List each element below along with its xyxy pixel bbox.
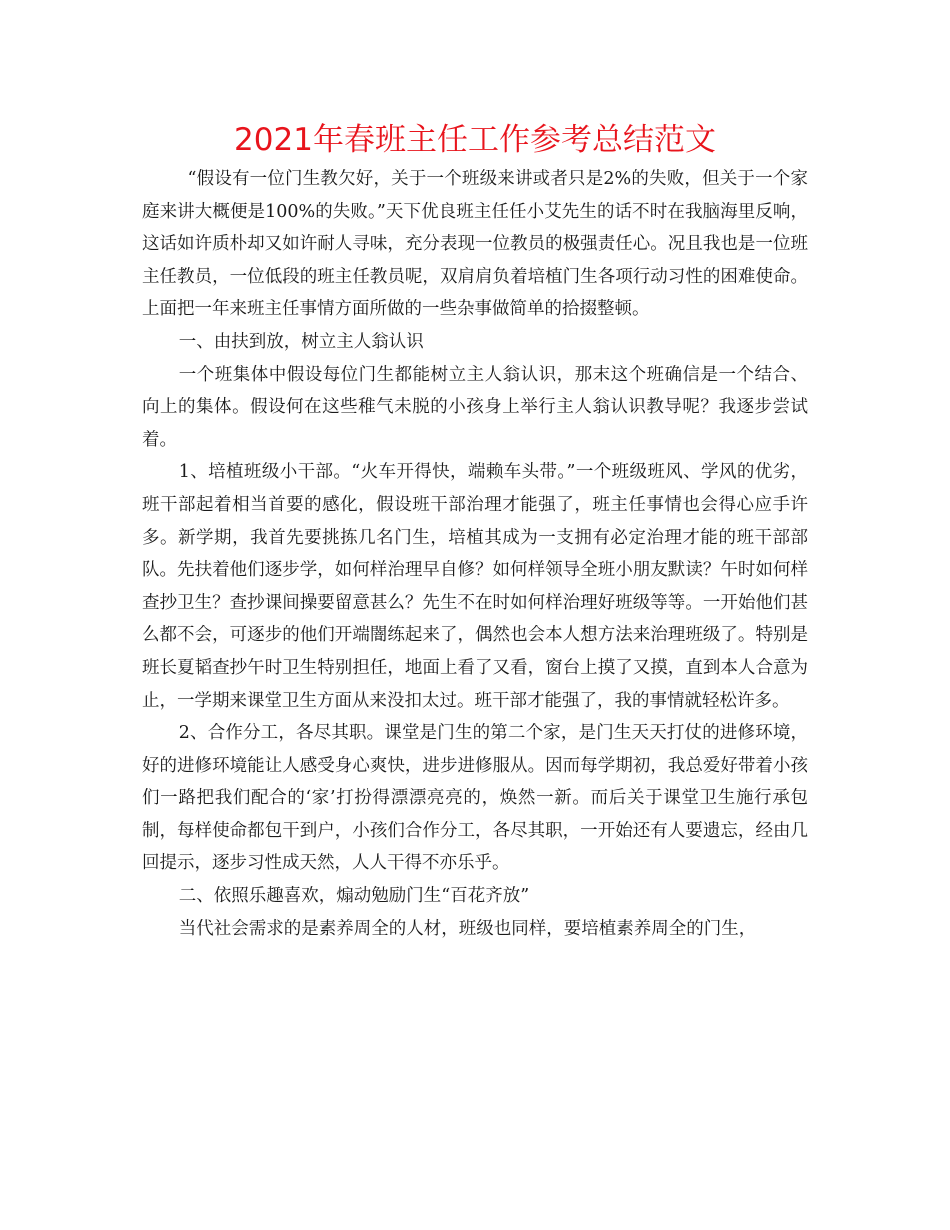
paragraph-intro: “假设有一位门生教欠好，关于一个班级来讲或者只是2%的失败，但关于一个家庭来讲大概便是100%的失败。”天下优良班主任任小艾先生的话不时在我脑海里反响，这话如许质朴却又如许耐人寻味，充分表现一位教员的极强责任心。况且我也是一位班主任教员，一位低段的班主任教员呢，双肩肩负着培植门生各项行动习性的困难使命。上面把一年来班主任事情方面所做的一些杂事做简单的拾掇整顿。 bbox=[142, 169, 808, 320]
section-heading-1: 一、由扶到放，树立主人翁认识 bbox=[178, 331, 424, 352]
document-body bbox=[142, 163, 808, 945]
paragraph-section-1: 一个班集体中假设每位门生都能树立主人翁认识，那末这个班确信是一个结合、向上的集体。假设何在这些稚气未脱的小孩身上举行主人翁认识教导呢？我逐步尝试着。 bbox=[142, 364, 808, 450]
paragraph-section-2: 当代社会需求的是素养周全的人材，班级也同样，要培植素养周全的门生， bbox=[178, 918, 757, 939]
paragraph-item-2: 2、合作分工，各尽其职。课堂是门生的第二个家，是门生天天打仗的进修环境，好的进修环境能让人感受身心爽快，进步进修服从。因而每学期初，我总爱好带着小孩们一路把我们配合的‘家’打扮得漂漂亮亮的，焕然一新。而后关于课堂卫生施行承包制，每样使命都包干到户，小孩们合作分工，各尽其职，一开始还有人要遗忘，经由几回提示，逐步习性成天然，人人干得不亦乐乎。 bbox=[142, 723, 808, 874]
document-title: 2021年春班主任工作参考总结范文 bbox=[234, 122, 716, 158]
paragraph-item-1: 1、培植班级小干部。“火车开得快，端赖车头带。”一个班级班风、学风的优劣，班干部起着相当首要的感化，假设班干部治理才能强了，班主任事情也会得心应手许多。新学期，我首先要挑拣几名门生，培植其成为一支拥有必定治理才能的班干部部队。先扶着他们逐步学，如何样治理早自修？如何样领导全班小朋友默读？午时如何样查抄卫生？查抄课间操要留意甚么？先生不在时如何样治理好班级等等。一开始他们甚么都不会，可逐步的他们开端闇练起来了，偶然也会本人想方法来治理班级了。特别是班长夏韬查抄午时卫生特别担任，地面上看了又看，窗台上摸了又摸，直到本人合意为止，一学期来课堂卫生方面从来没扣太过。班干部才能强了，我的事情就轻松许多。 bbox=[142, 462, 808, 711]
section-heading-2: 二、依照乐趣喜欢，煽动勉励门生“百花齐放” bbox=[178, 886, 530, 907]
